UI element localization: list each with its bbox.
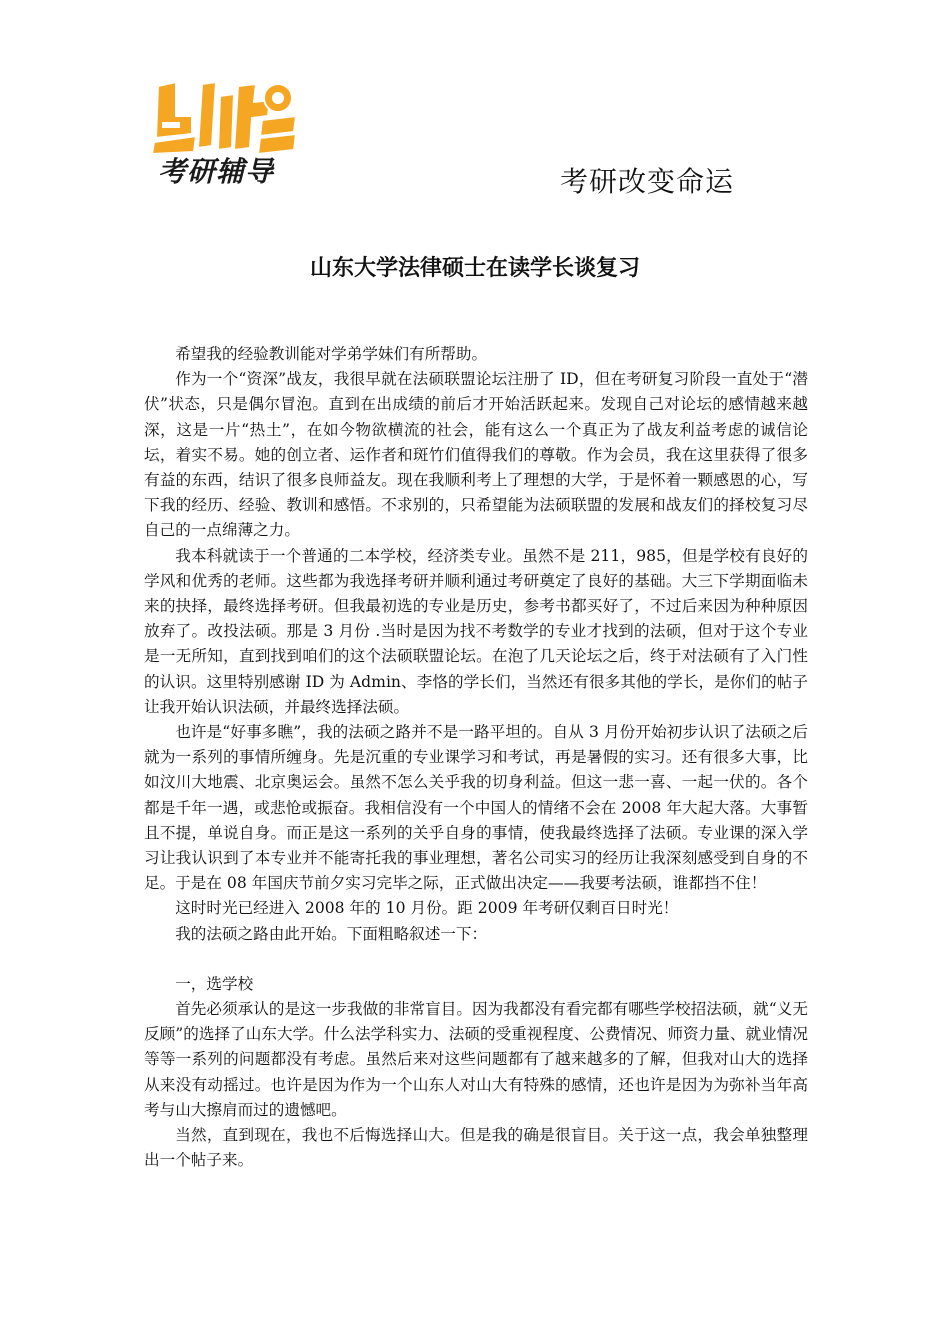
kaicheng-logo-mark-icon — [150, 76, 300, 156]
paragraph: 希望我的经验教训能对学弟学妹们有所帮助。 — [175, 345, 488, 363]
paragraph: 我本科就读于一个普通的二本学校，经济类专业。虽然不是 211，985，但是学校有良好的学风和优秀的老师。这些都为我选择考研并顺利通过考研奠定了良好的基础。大三下学期面临未来的抉择，最终选择考研。但我最初选的专业是历史，参考书都买好了，不过后来因为种种原因放弃了。改投法硕。那是 3 月份 .当时是因为找不考数学的专业才找到的法硕，但对于这个专业是一无所知，直到找到咱们的这个法硕联盟论坛。在泡了几天论坛之后，终于对法硕有了入门性的认识。这里特别感谢 ID 为 Admin、李恪的学长们，当然还有很多其他的学长，是你们的帖子让我开始认识法硕，并最终选择法硕。 — [144, 546, 808, 716]
slogan: 考研改变命运 — [560, 165, 735, 198]
logo-caption: 考研辅导 — [158, 155, 275, 188]
section-heading: 一，选学校 — [175, 974, 254, 993]
paragraph: 当然，直到现在，我也不后悔选择山大。但是我的确是很盲目。关于这一点，我会单独整理出一个帖子来。 — [144, 1126, 808, 1170]
paragraph: 也许是“好事多瞧”，我的法硕之路并不是一路平坦的。自从 3 月份开始初步认识了法硕之后就为一系列的事情所缠身。先是沉重的专业课学习和考试，再是暑假的实习。还有很多大事，比如汶川大地震、北京奥运会。虽然不怎么关乎我的切身利益。但这一悲一喜、一起一伏的。各个都是千年一遇，或悲怆或振奋。我相信没有一个中国人的情绪不会在 2008 年大起大落。大事暂且不提，单说自身。而正是这一系列的关乎自身的事情，使我最终选择了法硕。专业课的深入学习让我认识到了本专业并不能寄托我的事业理想，著名公司实习的经历让我深刻感受到自身的不足。于是在 08 年国庆节前夕实习完毕之际，正式做出决定——我要考法硕，谁都挡不住！ — [144, 723, 808, 893]
article-body — [144, 342, 808, 1174]
paragraph: 这时时光已经进入 2008 年的 10 月份。距 2009 年考研仅剩百日时光！ — [175, 899, 679, 918]
paragraph: 首先必须承认的是这一步我做的非常盲目。因为我都没有看完都有哪些学校招法硕，就“义无反顾”的选择了山东大学。什么法学科实力、法硕的受重视程度、公费情况、师资力量、就业情况等等一系列的问题都没有考虑。虽然后来对这些问题都有了越来越多的了解，但我对山大的选择从来没有动摇过。也许是因为作为一个山东人对山大有特殊的感情，还也许是因为为弥补当年高考与山大擦肩而过的遗憾吧。 — [144, 1000, 808, 1119]
paragraph: 我的法硕之路由此开始。下面粗略叙述一下： — [175, 924, 488, 943]
paragraph: 作为一个“资深”战友，我很早就在法硕联盟论坛注册了 ID，但在考研复习阶段一直处于“潜伏”状态，只是偶尔冒泡。直到在出成绩的前后才开始活跃起来。发现自己对论坛的感情越来越深，这是一片“热土”，在如今物欲横流的社会，能有这么一个真正为了战友利益考虑的诚信论坛，着实不易。她的创立者、运作者和斑竹们值得我们的尊敬。作为会员，我在这里获得了很多有益的东西，结识了很多良师益友。现在我顺利考上了理想的大学，于是怀着一颗感恩的心，写下我的经历、经验、教训和感悟。不求别的，只希望能为法硕联盟的发展和战友们的择校复习尽自己的一点绵薄之力。 — [144, 370, 808, 540]
article-title: 山东大学法律硕士在读学长谈复习 — [309, 256, 640, 281]
